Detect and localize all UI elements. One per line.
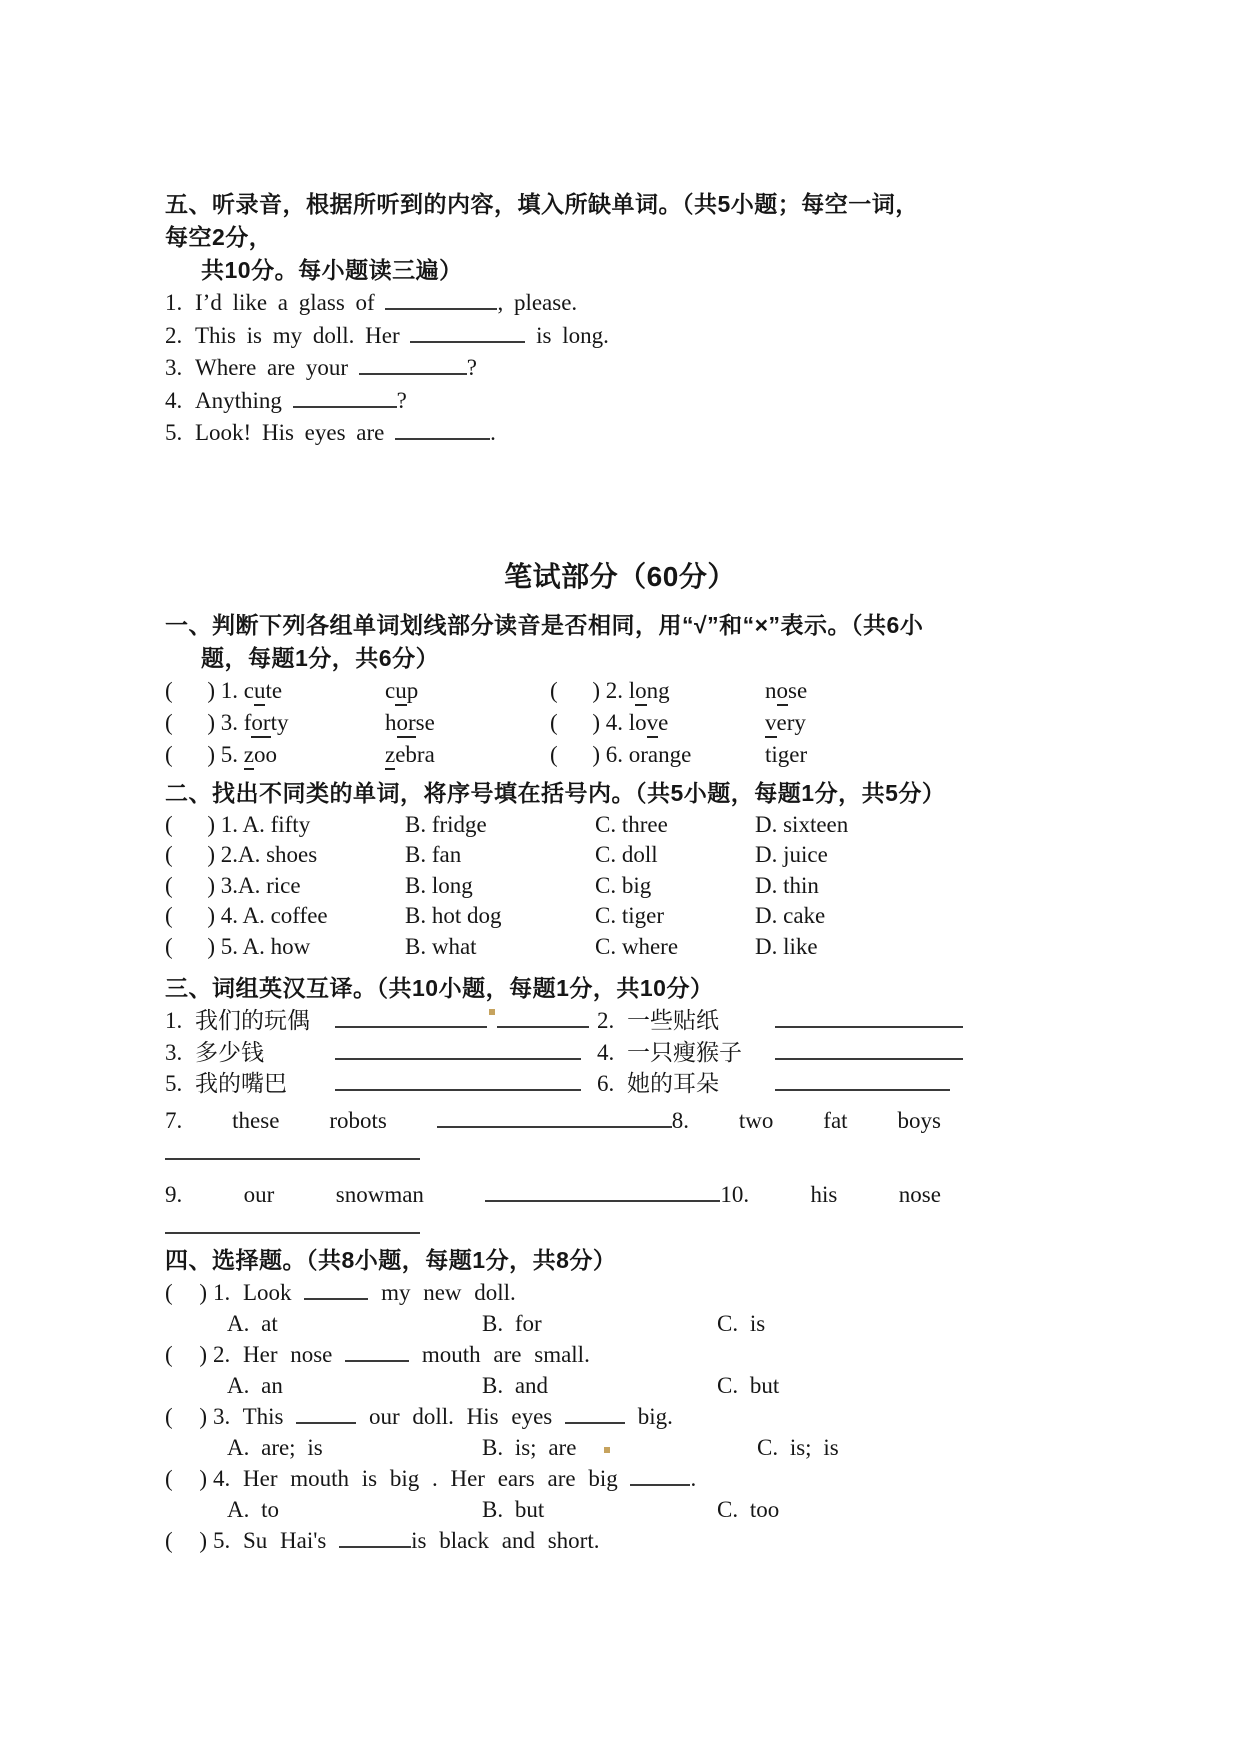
fill-blank[interactable] [359,354,467,375]
fill-blank[interactable] [485,1181,720,1202]
odd-one-out-row [165,810,941,841]
fill-blank[interactable] [293,387,397,408]
fill-blank[interactable] [335,1070,581,1091]
odd-one-out-row [165,901,941,932]
item-number: 2. [605,677,623,703]
answer-parens[interactable]: ( ) [165,677,215,703]
answer-parens[interactable]: ( ) [165,1527,207,1553]
pair-word: love [629,710,669,738]
item-number: 1. [165,290,183,315]
fill-blank[interactable] [630,1465,690,1486]
odd-one-out-row [165,840,941,871]
item-number: 7. [165,1107,183,1133]
mc-question-4 [165,1463,941,1494]
phrase-word: nose [898,1181,941,1207]
pair-word: cup [385,678,418,706]
odd-one-out-row [165,871,941,902]
option-c: C. too [717,1496,780,1522]
option-b: B. hot dog [405,903,502,928]
answer-parens[interactable]: ( ) [165,933,215,959]
answer-parens[interactable]: ( ) [165,1279,207,1305]
question-text: Her nose [243,1341,333,1367]
item-text: ? [396,387,407,413]
pair-word: horse [385,710,435,738]
item-number: 10. [720,1181,750,1207]
section4-heading: 四、选择题。（共8小题，每题1分，共8分） [165,1246,617,1273]
option-a: 5. A. how [220,933,311,959]
option-c: C. is; is [757,1434,839,1460]
fill-blank[interactable] [345,1341,409,1362]
item-number: 4. [165,387,183,413]
pair-word: long [629,678,670,706]
listening-item-3 [165,352,941,385]
fill-blank[interactable] [437,1107,672,1128]
answer-parens[interactable]: ( ) [165,872,215,898]
mc-options-4 [165,1494,941,1525]
item-text: , please. [497,290,578,315]
listening-item-5 [165,417,941,450]
item-number: 2. [213,1341,231,1367]
fill-blank[interactable] [385,289,497,310]
phrase-label: 一只瘦猴子 [627,1039,742,1065]
option-b: B. what [405,933,477,959]
mc-options-3 [165,1432,941,1463]
phrase-label: 我们的玩偶 [195,1008,310,1033]
question-text: Her mouth is big . Her ears are big [243,1465,618,1491]
option-d: D. cake [755,903,826,928]
stray-ink-dot [489,1009,495,1015]
pair-word: very [765,710,806,738]
option-c: C. tiger [595,903,664,928]
listening-section-heading-line1: 五、听录音，根据所听到的内容，填入所缺单词。（共5小题；每空一词，每空2分， [165,191,919,250]
translation-row [165,1068,941,1100]
fill-blank[interactable] [339,1527,411,1548]
option-a: A. an [227,1372,283,1398]
phrase-word: two [738,1107,774,1133]
item-number: 6. [605,741,623,767]
question-text: Su Hai's [243,1527,327,1553]
mc-question-5 [165,1525,941,1556]
item-text: I’d like a glass of [195,290,375,315]
answer-parens[interactable]: ( ) [165,709,215,735]
stray-ink-dot [604,1447,610,1453]
section1-heading-line1: 一、判断下列各组单词划线部分读音是否相同，用“√”和“×”表示。（共6小 [165,611,924,638]
item-number: 9. [165,1181,183,1207]
question-text: . [690,1465,697,1491]
sound-pair-row [165,739,941,771]
option-d: D. sixteen [755,811,849,837]
question-text: is black and short. [411,1527,600,1553]
fill-blank[interactable] [304,1279,368,1300]
option-c: C. is [717,1310,766,1336]
pair-word: tiger [765,741,808,767]
option-b: B. fan [405,842,462,867]
option-c: C. big [595,872,652,898]
pair-word: cute [244,678,282,706]
option-a: 2.A. shoes [220,842,318,867]
item-number: 1. [213,1279,231,1305]
item-number: 5. [213,1527,231,1553]
item-number: 6. [597,1071,615,1096]
section3-heading: 三、词组英汉互译。（共10小题，每题1分，共10分） [165,975,714,1001]
option-c: C. where [595,933,679,959]
answer-parens[interactable]: ( ) [165,1341,207,1367]
pair-word: zebra [385,742,435,770]
listening-section-heading-line2: 共10分。每小题读三遍） [201,257,463,283]
translation-line-7-8 [165,1106,941,1136]
sound-pair-row [165,707,941,739]
item-number: 2. [597,1008,615,1033]
item-text: This is my doll. Her [195,322,400,348]
option-c: C. but [717,1372,780,1398]
option-c: C. three [595,811,668,837]
option-a: 1. A. fifty [220,811,311,837]
mc-question-2 [165,1339,941,1370]
item-number: 5. [220,741,238,767]
phrase-label: 她的耳朵 [627,1071,719,1096]
option-a: 4. A. coffee [220,903,328,928]
phrase-word: his [810,1181,838,1207]
item-number: 5. [165,1071,183,1096]
option-d: D. thin [755,872,819,898]
written-part-title: 笔试部分（60分） [504,560,736,592]
answer-parens[interactable]: ( ) [550,741,600,767]
translation-line-9-10 [165,1180,941,1210]
option-c: C. doll [595,842,658,867]
answer-parens[interactable]: ( ) [165,1465,207,1491]
item-number: 2. [165,322,183,348]
listening-item-1 [165,287,941,320]
option-b: B. and [482,1372,549,1398]
phrase-word: fat [823,1107,848,1133]
item-text: is long. [536,322,609,348]
question-text: big. [637,1403,673,1429]
item-number: 1. [165,1008,183,1033]
item-number: 3. [220,709,238,735]
option-b: B. is; are [482,1434,577,1460]
phrase-word: robots [329,1107,387,1133]
option-a: A. to [227,1496,279,1522]
page-content [165,188,946,1556]
item-number: 8. [671,1107,689,1133]
option-a: A. at [227,1310,278,1336]
phrase-word: these [232,1107,280,1133]
item-text: Look! His eyes are [195,420,385,445]
phrase-label: 多少钱 [195,1039,264,1065]
mc-question-1 [165,1277,941,1308]
question-text: my new doll. [381,1279,516,1305]
fill-blank[interactable] [775,1039,963,1060]
item-number: 4. [213,1465,231,1491]
answer-parens[interactable]: ( ) [165,741,215,767]
item-text: ? [466,355,477,380]
pair-word: nose [765,678,807,706]
mc-options-2 [165,1370,941,1401]
listening-item-4 [165,385,941,418]
item-number: 3. [165,1039,183,1065]
listening-item-2 [165,320,941,353]
fill-blank[interactable] [335,1039,581,1060]
fill-blank[interactable] [395,419,490,440]
item-text: Where are your [195,355,349,380]
option-a: 3.A. rice [220,872,301,898]
translation-row [165,1005,941,1037]
pair-word: zoo [244,742,277,770]
question-text: Look [243,1279,292,1305]
phrase-word: our [243,1181,275,1207]
fill-blank[interactable] [335,1008,589,1033]
answer-parens[interactable]: ( ) [165,1403,207,1429]
item-number: 1. [220,677,238,703]
mc-options-1 [165,1308,941,1339]
section1-heading-line2: 题，每题1分，共6分） [201,644,440,671]
fill-blank[interactable] [565,1403,625,1424]
item-number: 4. [597,1039,615,1065]
answer-parens[interactable]: ( ) [165,842,215,867]
question-text: our doll. His eyes [368,1403,553,1429]
item-text: Anything [195,387,282,413]
option-b: B. but [482,1496,545,1522]
phrase-word: snowman [335,1181,424,1207]
answer-parens[interactable]: ( ) [165,811,215,837]
fill-blank[interactable] [296,1403,356,1424]
answer-parens[interactable]: ( ) [165,903,215,928]
option-d: D. like [755,933,818,959]
option-b: B. long [405,872,473,898]
pair-word: orange [628,741,692,767]
option-b: B. for [482,1310,542,1336]
phrase-label: 我的嘴巴 [195,1071,287,1096]
item-text: . [490,420,496,445]
question-text: This [242,1403,284,1429]
question-text: mouth are small. [421,1341,590,1367]
answer-parens[interactable]: ( ) [550,709,600,735]
translation-row [165,1037,941,1069]
phrase-label: 一些贴纸 [627,1008,719,1033]
option-a: A. are; is [227,1434,323,1460]
option-b: B. fridge [405,811,487,837]
answer-parens[interactable]: ( ) [550,677,600,703]
fill-blank[interactable] [410,322,525,343]
item-number: 5. [165,420,183,445]
fill-blank[interactable] [165,1213,420,1234]
fill-blank[interactable] [775,1007,963,1028]
item-number: 3. [213,1403,231,1429]
option-d: D. juice [755,842,828,867]
odd-one-out-row [165,932,941,963]
sound-pair-row [165,675,941,707]
item-number: 3. [165,355,183,380]
pair-word: forty [244,710,289,738]
fill-blank[interactable] [775,1070,950,1091]
mc-question-3 [165,1401,941,1432]
item-number: 4. [605,709,623,735]
section2-heading: 二、找出不同类的单词，将序号填在括号内。（共5小题，每题1分，共5分） [165,779,946,806]
fill-blank[interactable] [165,1139,420,1160]
phrase-word: boys [897,1107,941,1133]
